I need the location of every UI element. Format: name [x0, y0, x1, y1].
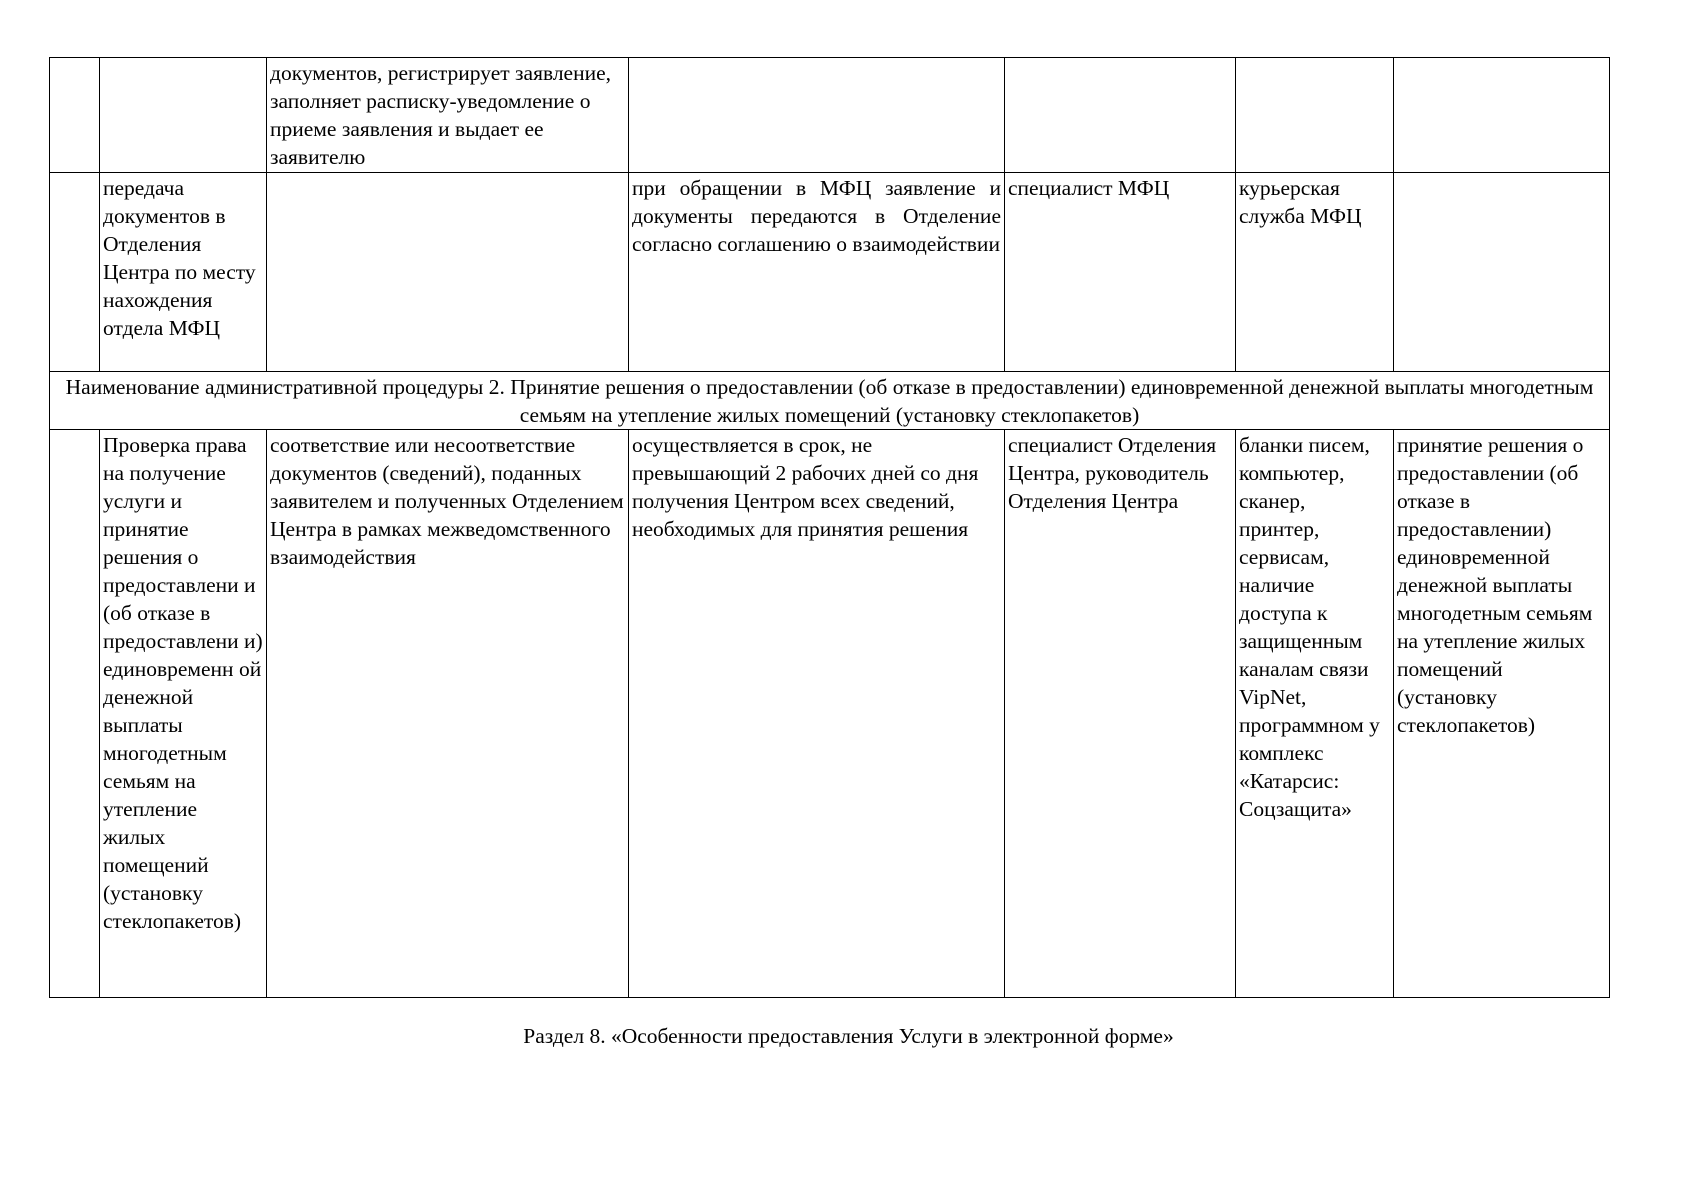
cell-timing: при обращении в МФЦ заявление и документы передаются в Отделение согласно соглашению о взаимодействии [629, 173, 1005, 372]
cell-step: Проверка права на получение услуги и принятие решения о предоставлени и (об отказе в предоставлени и) единовременн ой денежной выплаты многодетным семьям на утепление жилых помещений (установку стеклопакетов) [100, 430, 267, 998]
cell-executor: специалист МФЦ [1005, 173, 1236, 372]
cell-executor [1005, 58, 1236, 173]
cell-result [1394, 58, 1610, 173]
procedure-heading: Наименование административной процедуры 2. Принятие решения о предоставлении (об отказе в предоставлении) единовременной денежной выплаты многодетным семьям на утепление жилых помещений (установку стеклопакетов) [50, 372, 1610, 430]
cell-resources: бланки писем, компьютер, сканер, принтер, сервисам, наличие доступа к защищенным каналам связи VipNet, программном у комплекс «Катарсис: Соцзащита» [1236, 430, 1394, 998]
procedure-heading-row [50, 372, 1610, 430]
cell-step [100, 58, 267, 173]
table-row [50, 430, 1610, 998]
cell-executor: специалист Отделения Центра, руководитель Отделения Центра [1005, 430, 1236, 998]
cell-timing [629, 58, 1005, 173]
table-row [50, 173, 1610, 372]
cell-description [267, 173, 629, 372]
cell-result: принятие решения о предоставлении (об отказе в предоставлении) единовременной денежной выплаты многодетным семьям на утепление жилых помещений (установку стеклопакетов) [1394, 430, 1610, 998]
cell-number [50, 173, 100, 372]
cell-description: документов, регистрирует заявление, заполняет расписку-уведомление о приеме заявления и выдает ее заявителю [267, 58, 629, 173]
section-caption: Раздел 8. «Особенности предоставления Услуги в электронной форме» [523, 1024, 1174, 1048]
cell-result [1394, 173, 1610, 372]
cell-description: соответствие или несоответствие документов (сведений), поданных заявителем и полученных Отделением Центра в рамках межведомственного взаимодействия [267, 430, 629, 998]
procedures-table [49, 57, 1610, 998]
cell-step: передача документов в Отделения Центра по месту нахождения отдела МФЦ [100, 173, 267, 372]
cell-number [50, 58, 100, 173]
cell-resources: курьерская служба МФЦ [1236, 173, 1394, 372]
cell-resources [1236, 58, 1394, 173]
cell-timing: осуществляется в срок, не превышающий 2 рабочих дней со дня получения Центром всех сведений, необходимых для принятия решения [629, 430, 1005, 998]
table-row [50, 58, 1610, 173]
cell-number [50, 430, 100, 998]
